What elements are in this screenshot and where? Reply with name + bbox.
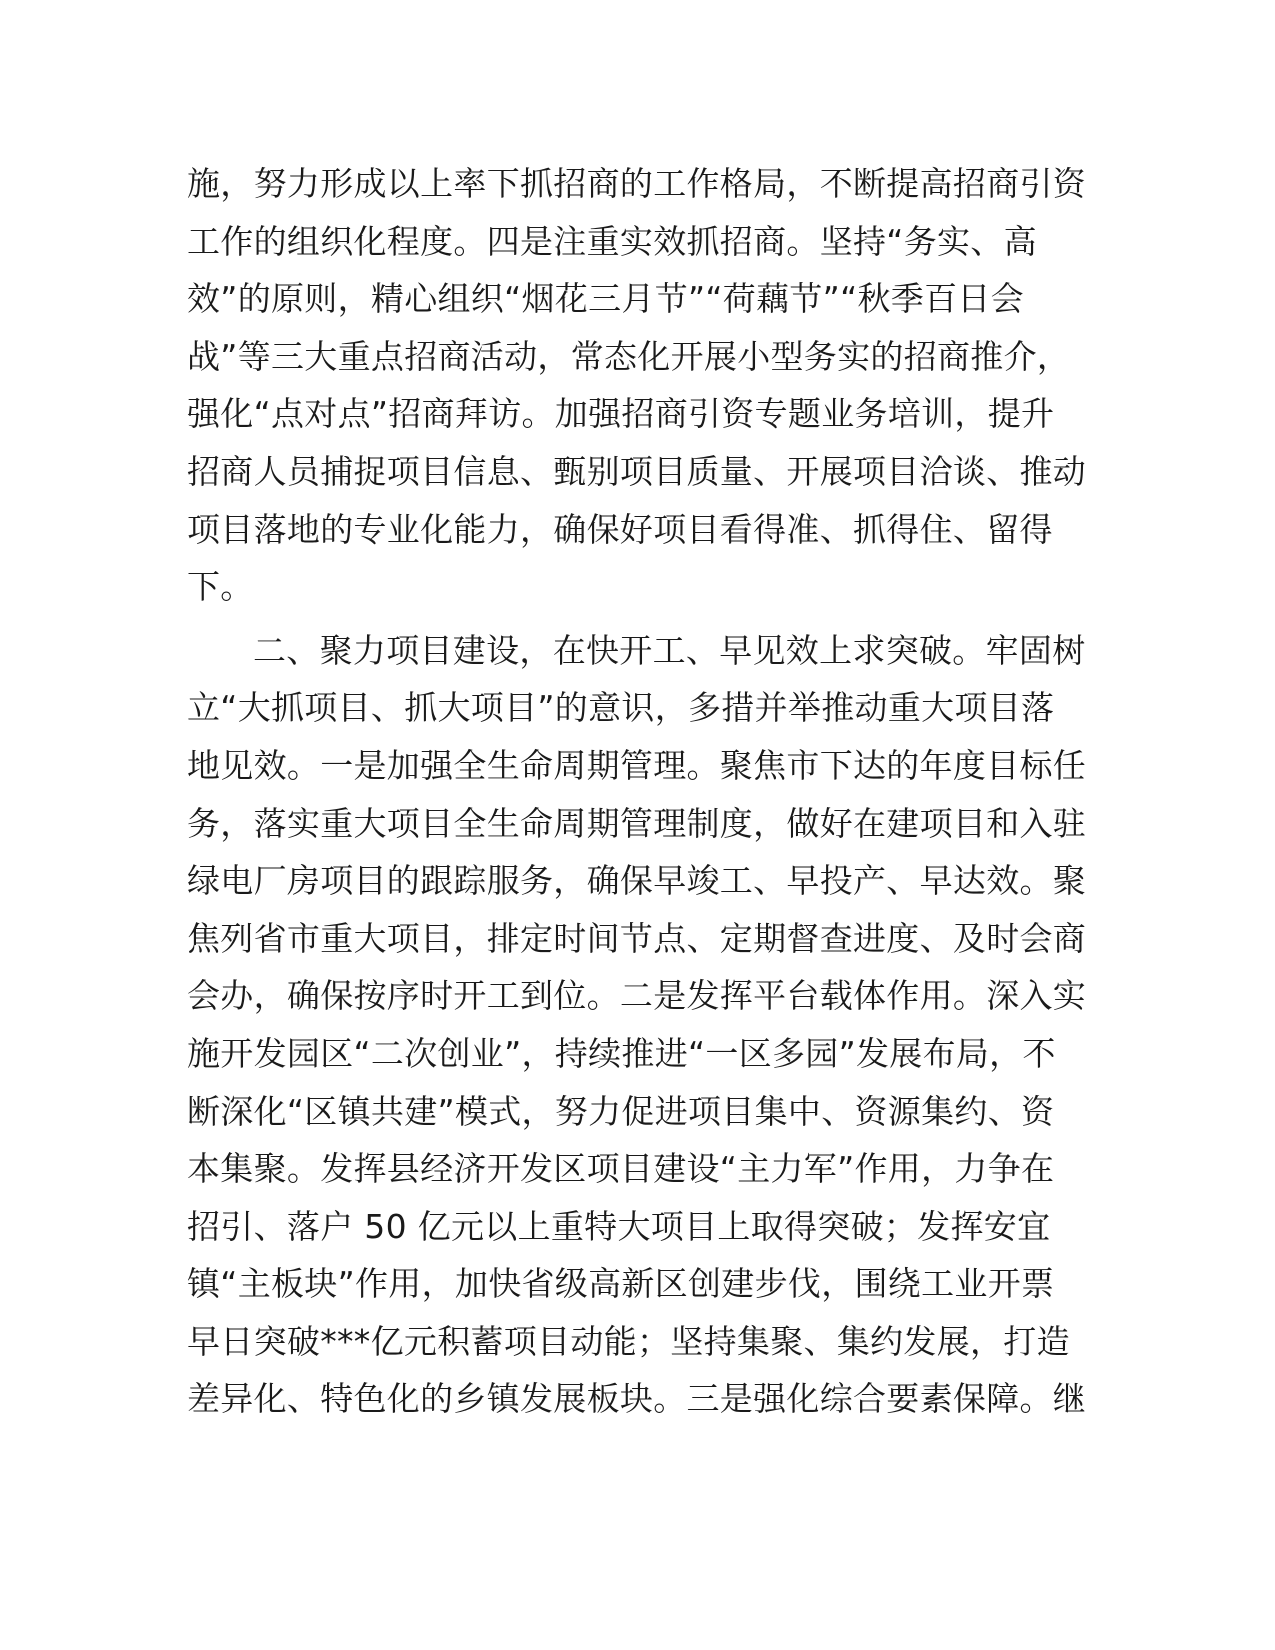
paragraph-line: 断深化“区镇共建”模式，努力促进项目集中、资源集约、资 [187, 1091, 1055, 1131]
paragraph-line: 本集聚。发挥县经济开发区项目建设“主力军”作用，力争在 [187, 1149, 1055, 1189]
paragraph-1 [187, 155, 1087, 616]
paragraph-2 [187, 622, 1087, 1428]
document-body [187, 155, 1087, 1428]
paragraph-line: 差异化、特色化的乡镇发展板块。三是强化综合要素保障。继 [187, 1379, 1087, 1419]
paragraph-line: 务，落实重大项目全生命周期管理制度，做好在建项目和入驻 [187, 803, 1087, 843]
paragraph-line: 立“大抓项目、抓大项目”的意识，多措并举推动重大项目落 [187, 688, 1055, 728]
paragraph-line: 绿电厂房项目的跟踪服务，确保早竣工、早投产、早达效。聚 [187, 861, 1087, 901]
paragraph-line: 焦列省市重大项目，排定时间节点、定期督查进度、及时会商 [187, 918, 1087, 958]
paragraph-line: 项目落地的专业化能力，确保好项目看得准、抓得住、留得 [187, 509, 1053, 549]
paragraph-line: 早日突破***亿元积蓄项目动能；坚持集聚、集约发展，打造 [187, 1321, 1070, 1361]
paragraph-line: 镇“主板块”作用，加快省级高新区创建步伐，围绕工业开票 [187, 1264, 1055, 1304]
paragraph-line: 招商人员捕捉项目信息、甄别项目质量、开展项目洽谈、推动 [187, 451, 1087, 491]
paragraph-line: 强化“点对点”招商拜访。加强招商引资专题业务培训，提升 [187, 394, 1055, 434]
paragraph-line: 工作的组织化程度。四是注重实效抓招商。坚持“务实、高 [187, 221, 1037, 261]
paragraph-line: 会办，确保按序时开工到位。二是发挥平台载体作用。深入实 [187, 976, 1087, 1016]
paragraph-line: 施，努力形成以上率下抓招商的工作格局，不断提高招商引资 [187, 164, 1087, 203]
paragraph-line: 下。 [187, 567, 254, 607]
paragraph-line: 施开发园区“二次创业”，持续推进“一区多园”发展布局，不 [187, 1033, 1056, 1073]
paragraph-line: 二、聚力项目建设，在快开工、早见效上求突破。牢固树 [253, 630, 1086, 670]
paragraph-line: 效”的原则，精心组织“烟花三月节”“荷藕节”“秋季百日会 [187, 279, 1024, 319]
paragraph-line: 招引、落户 50 亿元以上重特大项目上取得突破；发挥安宜 [187, 1206, 1051, 1246]
paragraph-line: 战”等三大重点招商活动，常态化开展小型务实的招商推介， [187, 336, 1071, 376]
paragraph-line: 地见效。一是加强全生命周期管理。聚焦市下达的年度目标任 [187, 745, 1087, 785]
